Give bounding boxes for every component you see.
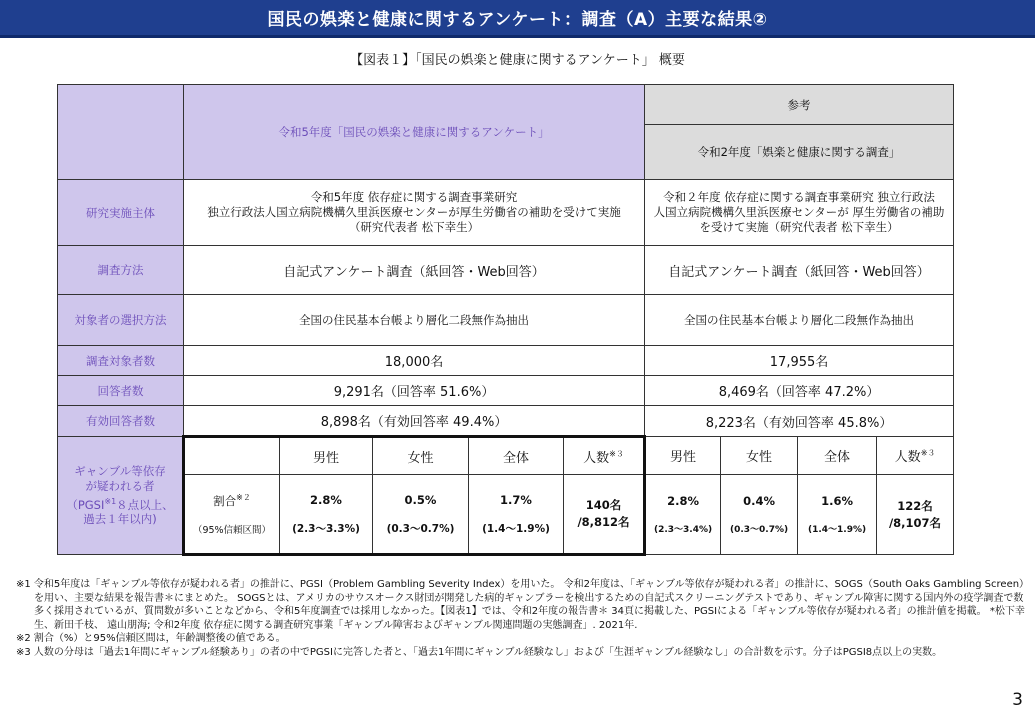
reference-title-cell: 令和2年度「娯楽と健康に関する調査」 [645, 125, 954, 180]
targets-reference: 17,955名 [645, 346, 954, 376]
col-count-current-label: 人数 [583, 450, 610, 466]
footnotes [16, 578, 1026, 659]
current-all-cell [469, 475, 564, 555]
gambling-label-line4: 過去１年以内) [83, 512, 157, 527]
reference-count-cell [877, 475, 954, 555]
row-label-selection: 対象者の選択方法 [58, 295, 184, 346]
col-male-current: 男性 [280, 437, 373, 475]
reference-female-ci: (0.3～0.7%) [729, 525, 789, 535]
valid-reference: 8,223名（有効回答率 45.8%） [645, 406, 954, 437]
col-all-current: 全体 [469, 437, 564, 475]
reference-count-denominator: /8,107名 [888, 515, 942, 530]
reference-male-value: 2.8% [667, 494, 699, 508]
implementer-reference-line1: 令和２年度 依存症に関する調査事業研究 独立行政法 [663, 190, 935, 204]
row-label-method: 調査方法 [58, 246, 184, 295]
selection-reference: 全国の住民基本台帳より層化二段無作為抽出 [645, 295, 954, 346]
row-label-respondents: 回答者数 [58, 376, 184, 406]
slide-header [0, 0, 1035, 38]
implementer-reference [645, 180, 954, 246]
implementer-reference-line2: 人国立病院機構久里浜医療センターが 厚生労働省の補助 [653, 205, 945, 219]
respondents-current: 9,291名（回答率 51.6%） [184, 376, 645, 406]
col-female-reference: 女性 [721, 437, 798, 475]
col-count-reference-label: 人数 [894, 450, 921, 465]
gambling-label-note: ※1 [104, 496, 117, 506]
reference-female-value: 0.4% [743, 494, 775, 508]
current-female-cell [373, 475, 469, 555]
row-label-gambling [58, 437, 184, 555]
method-current: 自記式アンケート調査（紙回答・Web回答） [184, 246, 645, 295]
implementer-current-line2: 独立行政法人国立病院機構久里浜医療センターが厚生労働省の補助を受けて実施 [207, 205, 621, 219]
valid-current: 8,898名（有効回答率 49.4%） [184, 406, 645, 437]
gambling-label-threshold: ８点以上、 [116, 497, 174, 512]
current-count-numerator: 140名 [585, 498, 622, 512]
current-female-ci: (0.3～0.7%) [386, 522, 455, 535]
col-count-reference [877, 437, 954, 475]
implementer-reference-line3: を受けて実施（研究代表者 松下幸生） [699, 220, 899, 234]
respondents-reference: 8,469名（回答率 47.2%） [645, 376, 954, 406]
current-male-ci: (2.3～3.3%) [292, 522, 360, 535]
survey-title-cell: 令和5年度「国民の娯楽と健康に関するアンケート」 [184, 85, 645, 180]
reference-all-cell [798, 475, 877, 555]
current-count-denominator: /8,812名 [577, 515, 630, 529]
footnote-3: ※3 人数の分母は「過去1年間にギャンブル経験あり」の者の中でPGSIに完答した者と、「過去1年間にギャンブル経験なし」および「生涯ギャンブル経験なし」の合計数を示す。分子はPGSI8点以上の実数。 [16, 646, 943, 658]
footnote-2: ※2 割合（%）と95%信頼区間は，年齢調整後の値である。 [16, 633, 286, 644]
gambling-label-line3 [60, 494, 180, 513]
gambling-label-pgsi: （PGSI [66, 497, 105, 512]
col-all-reference: 全体 [798, 437, 877, 475]
ratio-label [187, 492, 277, 509]
current-female-value: 0.5% [404, 492, 437, 507]
gambling-corner-cell [184, 437, 280, 475]
overview-table [57, 84, 954, 556]
figure-caption: 【図表１】「国民の娯楽と健康に関するアンケート」 概要 [350, 53, 685, 68]
col-count-current-note: ※３ [609, 449, 624, 459]
selection-current: 全国の住民基本台帳より層化二段無作為抽出 [184, 295, 645, 346]
reference-male-ci: (2.3～3.4%) [653, 525, 713, 535]
gambling-label-line2: が疑われる者 [85, 478, 155, 493]
ci-label: （95%信頼区間） [192, 525, 272, 537]
implementer-current [184, 180, 645, 246]
col-female-current: 女性 [373, 437, 469, 475]
header-blank-cell [58, 85, 184, 180]
row-label-implementer: 研究実施主体 [58, 180, 184, 246]
slide-title: 国民の娯楽と健康に関するアンケート：調査（A）主要な結果② [267, 10, 768, 30]
row-label-targets: 調査対象者数 [58, 346, 184, 376]
ratio-label-note: ※２ [236, 492, 251, 502]
current-male-value: 2.8% [310, 492, 342, 507]
reference-count-numerator: 122名 [897, 498, 933, 513]
reference-all-value: 1.6% [821, 494, 853, 508]
reference-all-ci: (1.4～1.9%) [807, 525, 867, 535]
current-male-cell [280, 475, 373, 555]
gambling-label-line1: ギャンブル等依存 [74, 463, 166, 478]
current-all-ci: (1.4～1.9%) [482, 522, 550, 535]
method-reference: 自記式アンケート調査（紙回答・Web回答） [645, 246, 954, 295]
current-count-cell [564, 475, 645, 555]
ratio-label-cell [184, 475, 280, 555]
reference-female-cell [721, 475, 798, 555]
implementer-current-line1: 令和5年度 依存症に関する調査事業研究 [310, 190, 518, 204]
footnote-1: ※1 令和5年度は「ギャンブル等依存が疑われる者」の推計に、PGSI（Problem Gambling Severity Index）を用いた。 令和2年度は、「ギャンブル等依存が疑われる者」の推計に、SOGS（South Oaks Gambling Screen）を用い、主要な結果を報告書＊にまとめた。 SOGSとは、アメリカのサウスオークス財団が開発した病的ギャンブラーを検出するための自記式スクリーニングテストであり、ギャンブル障害に関する国内外の疫学調査で数多く採用されているが、質問数が多いことなどから、令和5年度調査では採用しなかった。【図表1】では、令和2年度の報告書＊ 34頁に掲載した、PGSIによる「ギャンブル等依存が疑われる者」の推計値を掲載。 *松下幸生、新田千枝、 遠山朋海; 令和2年度 依存症に関する調査研究事業「ギャンブル障害およびギャンブル関連問題の実態調査」. 2021年. [16, 579, 1025, 631]
implementer-current-line3: （研究代表者 松下幸生） [348, 220, 480, 234]
col-count-current [564, 437, 645, 475]
col-male-reference: 男性 [645, 437, 721, 475]
col-count-reference-note: ※３ [920, 448, 936, 458]
reference-label-cell: 参考 [645, 85, 954, 125]
ratio-label-text: 割合 [213, 493, 237, 508]
page-number: 3 [1012, 690, 1023, 710]
reference-male-cell [645, 475, 721, 555]
current-all-value: 1.7% [500, 492, 532, 507]
row-label-valid: 有効回答者数 [58, 406, 184, 437]
targets-current: 18,000名 [184, 346, 645, 376]
